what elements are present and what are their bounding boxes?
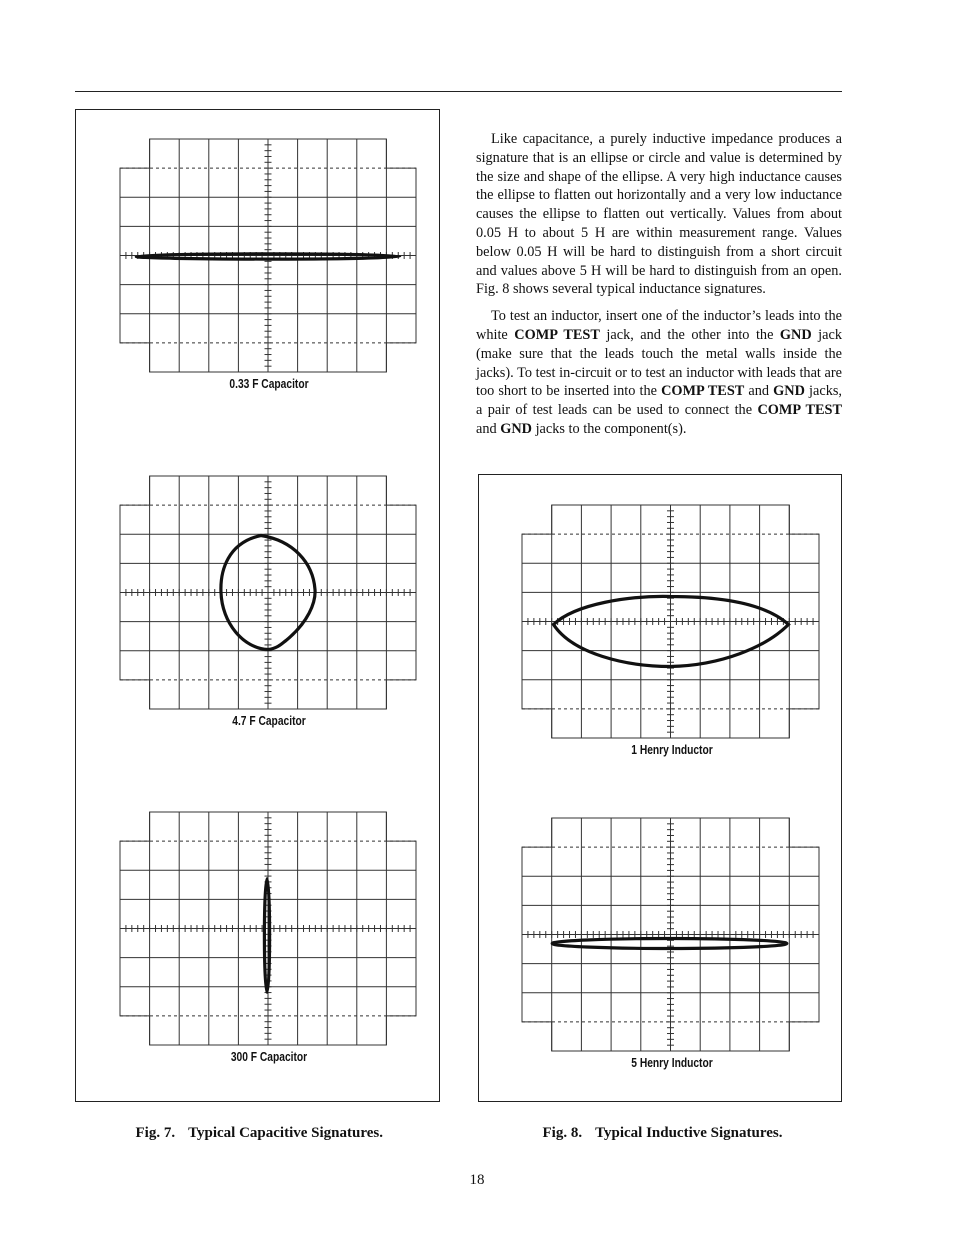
fig7-caption-number: Fig. 7.: [135, 1125, 176, 1141]
header-rule: [75, 91, 842, 92]
paragraph-inductance-signature: [476, 130, 842, 299]
signature-trace: [552, 939, 787, 949]
bold-term: COMP TEST: [514, 326, 600, 343]
scope-300uf: [120, 812, 416, 1045]
page-number: 18: [469, 1172, 485, 1188]
bold-term: COMP TEST: [757, 402, 842, 419]
bold-term: GND: [779, 326, 812, 343]
scope-1-henry: [522, 505, 819, 738]
text-run: To test an inductor, insert one of the inductor’s leads into the white: [476, 308, 842, 343]
scope-0-33uf: [120, 139, 416, 372]
bold-term: COMP TEST: [661, 383, 745, 400]
scope-label-5-henry: 5 Henry Inductor: [631, 1056, 713, 1070]
fig8-caption-number: Fig. 8.: [542, 1125, 583, 1141]
text-run: Like capacitance, a purely inductive impedance produces a signature that is an ellipse or circle and value is determined by the size and shape of the ellipse. A very high inductance causes the ellipse to flatten out horizontally and a very low inductance causes the ellipse to flatten out vertically. Values from about 0.05 H to about 5 H are within measurement range. Values below 0.05 H will be hard to distinguish from a short circuit and values above 5 H will be hard to distinguish from an open. Fig. 8 shows several typical inductance signatures.: [476, 131, 842, 298]
scope-label-4-7uf: 4.7 F Capacitor: [232, 714, 306, 728]
bold-term: GND: [500, 420, 532, 437]
fig8-caption-text: Typical Inductive Signatures.: [595, 1125, 783, 1141]
text-run: and: [744, 383, 774, 400]
scope-label-300uf: 300 F Capacitor: [230, 1050, 308, 1064]
scope-4-7uf: [120, 476, 416, 709]
text-run: jack (make sure that the leads touch the metal walls inside the jacks). To test in-circuit or to test an inductor with leads that are too short to be inserted into the: [476, 326, 842, 400]
paragraph-test-inductor: [476, 307, 842, 439]
scope-label-1-henry: 1 Henry Inductor: [631, 743, 713, 757]
fig7-caption-text: Typical Capacitive Signatures.: [188, 1125, 383, 1141]
scope-label-0-33uf: 0.33 F Capacitor: [229, 377, 309, 391]
fig8-caption: [535, 1108, 782, 1142]
body-text: [476, 130, 842, 447]
text-run: and: [476, 420, 501, 437]
text-run: jacks to the component(s).: [532, 420, 687, 437]
text-run: jack, and the other into the: [599, 326, 780, 343]
bold-term: GND: [773, 383, 805, 400]
text-run: jacks, a pair of test leads can be used to connect the: [476, 383, 842, 419]
scope-5-henry: [522, 818, 819, 1051]
fig7-caption: [128, 1108, 383, 1142]
